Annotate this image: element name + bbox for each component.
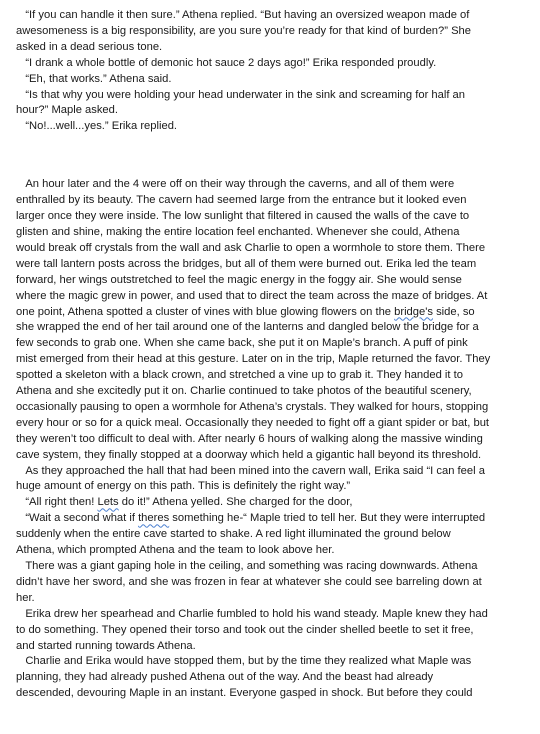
text-line: one point, Athena spotted a cluster of vines with blue glowing flowers on the bridge's side, so	[16, 305, 475, 318]
narrative-section	[16, 177, 526, 702]
text-line: forward, her wings outstretched to feel the magic energy in the foggy air. She would sense	[16, 273, 462, 286]
paragraph	[16, 8, 526, 56]
text-line: “Is that why you were holding your head underwater in the sink and screaming for half an	[16, 88, 465, 101]
text-line: There was a giant gaping hole in the ceiling, and something was racing downwards. Athena	[16, 560, 478, 572]
text-line: where the magic grew in power, and used that to direct the team across the maze of bridges. At	[16, 289, 488, 302]
text-line: “Eh, that works.” Athena said.	[16, 72, 172, 85]
text-line: and started running towards Athena.	[16, 639, 196, 652]
text-line: they weren’t too difficult to deal with. After nearly 6 hours of walking along the massive winding	[16, 432, 483, 445]
text-line: planning, they had already pushed Athena out of the way. And the beast had already	[16, 671, 434, 684]
text-line: As they approached the hall that had been mined into the cavern wall, Erika said “I can feel a	[16, 464, 485, 477]
text-line: her.	[16, 591, 35, 604]
section-gap	[16, 135, 526, 177]
paragraph	[16, 654, 526, 702]
paragraph	[16, 607, 526, 655]
text-line: occasionally pausing to open a wormhole for Athena’s crystals. They walked for hours, stopping	[16, 400, 489, 413]
text-line: hour?” Maple asked.	[16, 104, 118, 117]
dialogue-section	[16, 8, 526, 135]
paragraph	[16, 88, 526, 120]
text-line: Erika drew her spearhead and Charlie fumbled to hold his wand steady. Maple knew they had	[16, 607, 488, 620]
text-line: were tall lantern posts across the bridges, but all of them were burned out. Erika led the team	[16, 257, 477, 270]
text-line: “No!...well...yes.” Erika replied.	[16, 120, 178, 133]
text-line: Athena, which prompted Athena and the team to look above her.	[16, 544, 335, 557]
spellcheck-word: bridge's	[394, 305, 433, 318]
paragraph	[16, 56, 526, 72]
spellcheck-word: theres	[138, 512, 170, 525]
text-line: Athena and she excitedly put it on. Charlie continued to take photos of the beautiful scenery,	[16, 385, 472, 398]
text-line: An hour later and the 4 were off on their way through the caverns, and all of them were	[16, 178, 455, 191]
text-line: enthralled by its beauty. The cavern had seemed large from the entrance but it looked even	[16, 194, 467, 207]
text-line: to do something. They opened their torso and took out the cinder shelled beetle to set it free,	[16, 623, 474, 636]
text-line: glisten and shine, making the entire location feel enchanted. Whenever she could, Athena	[16, 225, 460, 238]
text-line: Charlie and Erika would have stopped them, but by the time they realized what Maple was	[16, 655, 472, 668]
text-line: suddenly when the entire cave started to shake. A red light illuminated the ground below	[16, 528, 451, 541]
paragraph	[16, 559, 526, 607]
text-line: cave system, they finally stopped at a doorway which held a gigantic hall beyond its threshold.	[16, 448, 482, 461]
text-line: didn’t have her sword, and she was frozen in fear at whatever she could see barreling down at	[16, 575, 482, 588]
paragraph	[16, 177, 526, 463]
paragraph	[16, 119, 526, 135]
text-line: spotted a skeleton with a black crown, and stretched a vine up to grab it. They handed it to	[16, 369, 463, 382]
text-line: would break off crystals from the wall and ask Charlie to open a wormhole to store them. There	[16, 241, 486, 254]
text-line: “If you can handle it then sure.” Athena replied. “But having an oversized weapon made of	[16, 9, 470, 21]
text-line: larger once they were inside. The low sunlight that filtered in caused the walls of the cave to	[16, 210, 470, 223]
text-line: mist emerged from their head at this gesture. Later on in the trip, Maple returned the favor. They	[16, 353, 491, 366]
paragraph	[16, 72, 526, 88]
text-line: “All right then! Lets do it!” Athena yelled. She charged for the door,	[16, 496, 353, 509]
text-line: she wrapped the end of her tail around one of the lanterns and dangled below the bridge for a	[16, 321, 479, 334]
text-line: “I drank a whole bottle of demonic hot sauce 2 days ago!” Erika responded proudly.	[16, 56, 437, 69]
text-line: every hour or so for a quick meal. Occasionally they needed to fight off a giant spider or bat, but	[16, 416, 490, 429]
spellcheck-word: Lets	[97, 496, 119, 509]
text-line: awesomeness is a big responsibility, are you sure you’re ready for that kind of burden?” She	[16, 24, 471, 37]
paragraph	[16, 464, 526, 496]
paragraph	[16, 495, 526, 511]
text-line: huge amount of energy on this path. This is definitely the right way.”	[16, 480, 351, 493]
text-line: descended, devouring Maple in an instant. Everyone gasped in shock. But before they could	[16, 687, 473, 700]
text-line: “Wait a second what if theres something he-“ Maple tried to tell her. But they were interrupted	[16, 512, 486, 525]
text-line: asked in a dead serious tone.	[16, 40, 163, 53]
paragraph	[16, 511, 526, 559]
document-page	[16, 8, 526, 702]
text-line: few seconds to grab one. When she came back, she put it on Maple’s branch. A puff of pink	[16, 337, 468, 350]
